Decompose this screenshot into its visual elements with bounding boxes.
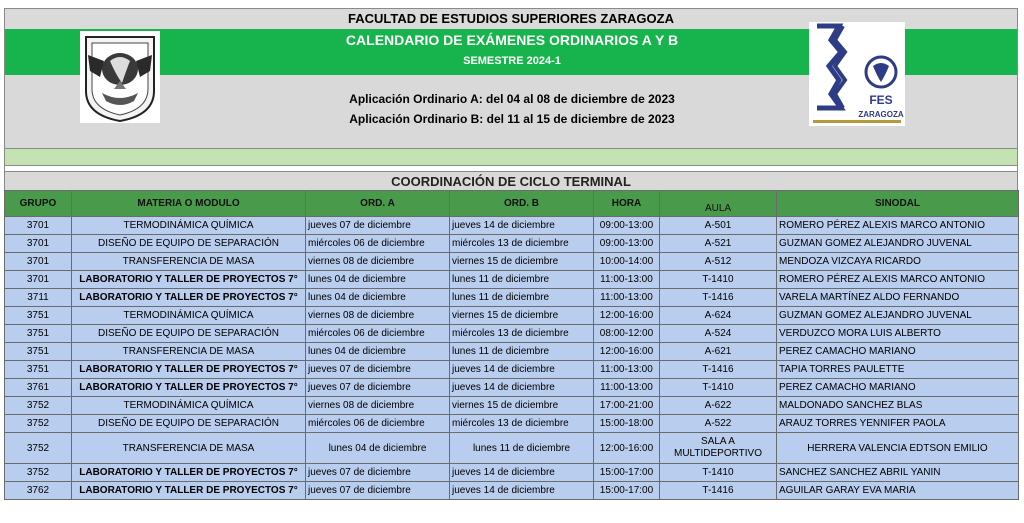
column-header-sinodal: SINODAL [777, 191, 1019, 217]
table-row [5, 397, 1019, 415]
cell-hora: 12:00-16:00 [594, 343, 660, 361]
cell-sinodal: VERDUZCO MORA LUIS ALBERTO [777, 325, 1019, 343]
cell-ord-b: miércoles 13 de diciembre [450, 415, 594, 433]
cell-ord-b: jueves 14 de diciembre [450, 217, 594, 235]
cell-aula: A-501 [660, 217, 777, 235]
cell-ord-a: jueves 07 de diciembre [306, 482, 450, 500]
cell-ord-a: viernes 08 de diciembre [306, 253, 450, 271]
cell-grupo: 3701 [5, 217, 72, 235]
cell-aula: A-521 [660, 235, 777, 253]
semester-label: SEMESTRE 2024-1 [463, 55, 561, 67]
cell-sinodal: HERRERA VALENCIA EDTSON EMILIO [777, 433, 1019, 464]
cell-ord-a: jueves 07 de diciembre [306, 217, 450, 235]
cell-ord-a: viernes 08 de diciembre [306, 307, 450, 325]
cell-hora: 15:00-18:00 [594, 415, 660, 433]
cell-hora: 08:00-12:00 [594, 325, 660, 343]
cell-sinodal: MALDONADO SANCHEZ BLAS [777, 397, 1019, 415]
column-header-aula: AULA [660, 191, 777, 217]
cell-materia: TRANSFERENCIA DE MASA [72, 433, 306, 464]
cell-ord-a: jueves 07 de diciembre [306, 379, 450, 397]
cell-materia: TRANSFERENCIA DE MASA [72, 253, 306, 271]
table-row [5, 271, 1019, 289]
cell-ord-b: lunes 11 de diciembre [450, 433, 594, 464]
cell-hora: 15:00-17:00 [594, 482, 660, 500]
cell-aula: T-1416 [660, 482, 777, 500]
cell-grupo: 3752 [5, 433, 72, 464]
table-row [5, 464, 1019, 482]
cell-ord-a: lunes 04 de diciembre [306, 433, 450, 464]
cell-sinodal: GUZMAN GOMEZ ALEJANDRO JUVENAL [777, 307, 1019, 325]
table-row [5, 482, 1019, 500]
cell-ord-b: lunes 11 de diciembre [450, 343, 594, 361]
cell-materia: LABORATORIO Y TALLER DE PROYECTOS 7° [72, 379, 306, 397]
cell-grupo: 3711 [5, 289, 72, 307]
cell-sinodal: AGUILAR GARAY EVA MARIA [777, 482, 1019, 500]
cell-aula: A-524 [660, 325, 777, 343]
cell-sinodal: SANCHEZ SANCHEZ ABRIL YANIN [777, 464, 1019, 482]
cell-sinodal: ROMERO PÉREZ ALEXIS MARCO ANTONIO [777, 271, 1019, 289]
cell-ord-a: jueves 07 de diciembre [306, 361, 450, 379]
cell-aula: A-622 [660, 397, 777, 415]
cell-ord-b: jueves 14 de diciembre [450, 361, 594, 379]
table-row [5, 235, 1019, 253]
table-row [5, 307, 1019, 325]
cell-grupo: 3701 [5, 271, 72, 289]
cell-hora: 09:00-13:00 [594, 217, 660, 235]
table-row [5, 433, 1019, 464]
column-header-materia: MATERIA O MODULO [72, 191, 306, 217]
cell-materia: LABORATORIO Y TALLER DE PROYECTOS 7° [72, 464, 306, 482]
cell-ord-b: miércoles 13 de diciembre [450, 325, 594, 343]
table-header-row [5, 191, 1019, 217]
cell-materia: TERMODINÁMICA QUÍMICA [72, 307, 306, 325]
cell-sinodal: MENDOZA VIZCAYA RICARDO [777, 253, 1019, 271]
cell-ord-b: jueves 14 de diciembre [450, 482, 594, 500]
cell-grupo: 3751 [5, 343, 72, 361]
cell-grupo: 3752 [5, 415, 72, 433]
cell-hora: 11:00-13:00 [594, 271, 660, 289]
cell-hora: 17:00-21:00 [594, 397, 660, 415]
cell-materia: TERMODINÁMICA QUÍMICA [72, 397, 306, 415]
cell-aula: A-522 [660, 415, 777, 433]
column-header-grupo: GRUPO [5, 191, 72, 217]
application-a-dates: Aplicación Ordinario A: del 04 al 08 de diciembre de 2023 [349, 92, 675, 106]
cell-ord-a: jueves 07 de diciembre [306, 464, 450, 482]
cell-sinodal: PEREZ CAMACHO MARIANO [777, 343, 1019, 361]
cell-hora: 11:00-13:00 [594, 289, 660, 307]
cell-aula: A-512 [660, 253, 777, 271]
cell-hora: 10:00-14:00 [594, 253, 660, 271]
table-row [5, 379, 1019, 397]
cell-ord-b: viernes 15 de diciembre [450, 307, 594, 325]
cell-hora: 12:00-16:00 [594, 307, 660, 325]
fes-zaragoza-logo [809, 22, 905, 126]
cell-ord-a: miércoles 06 de diciembre [306, 235, 450, 253]
cell-ord-a: miércoles 06 de diciembre [306, 325, 450, 343]
cell-grupo: 3752 [5, 464, 72, 482]
table-row [5, 415, 1019, 433]
cell-ord-a: lunes 04 de diciembre [306, 271, 450, 289]
faculty-header: FACULTAD DE ESTUDIOS SUPERIORES ZARAGOZA [4, 8, 1018, 29]
cell-materia: DISEÑO DE EQUIPO DE SEPARACIÓN [72, 235, 306, 253]
cell-aula: T-1410 [660, 271, 777, 289]
exam-schedule-table [4, 190, 1019, 500]
cell-sinodal: ROMERO PÉREZ ALEXIS MARCO ANTONIO [777, 217, 1019, 235]
cell-hora: 09:00-13:00 [594, 235, 660, 253]
fes-logo-subtext: ZARAGOZA [858, 110, 904, 119]
cell-sinodal: TAPIA TORRES PAULETTE [777, 361, 1019, 379]
cell-materia: TERMODINÁMICA QUÍMICA [72, 217, 306, 235]
application-b-dates: Aplicación Ordinario B: del 11 al 15 de diciembre de 2023 [349, 112, 675, 126]
cell-aula: A-621 [660, 343, 777, 361]
cell-grupo: 3751 [5, 361, 72, 379]
cell-aula: T-1410 [660, 379, 777, 397]
table-row [5, 217, 1019, 235]
cell-grupo: 3761 [5, 379, 72, 397]
table-row [5, 325, 1019, 343]
cell-ord-b: miércoles 13 de diciembre [450, 235, 594, 253]
cell-ord-b: lunes 11 de diciembre [450, 271, 594, 289]
cell-hora: 12:00-16:00 [594, 433, 660, 464]
separator-strip [4, 148, 1018, 166]
table-row [5, 289, 1019, 307]
cell-ord-a: miércoles 06 de diciembre [306, 415, 450, 433]
cell-grupo: 3701 [5, 253, 72, 271]
cell-materia: LABORATORIO Y TALLER DE PROYECTOS 7° [72, 482, 306, 500]
cell-sinodal: ARAUZ TORRES YENNIFER PAOLA [777, 415, 1019, 433]
cell-ord-b: lunes 11 de diciembre [450, 289, 594, 307]
unam-seal-logo [80, 31, 160, 123]
cell-ord-b: jueves 14 de diciembre [450, 379, 594, 397]
cell-ord-a: lunes 04 de diciembre [306, 343, 450, 361]
cell-sinodal: PEREZ CAMACHO MARIANO [777, 379, 1019, 397]
cell-aula: A-624 [660, 307, 777, 325]
cell-aula: T-1410 [660, 464, 777, 482]
calendar-title: CALENDARIO DE EXÁMENES ORDINARIOS A Y B [345, 32, 679, 48]
cell-materia: TRANSFERENCIA DE MASA [72, 343, 306, 361]
cell-sinodal: VARELA MARTÍNEZ ALDO FERNANDO [777, 289, 1019, 307]
column-header-hora: HORA [594, 191, 660, 217]
cell-materia: LABORATORIO Y TALLER DE PROYECTOS 7° [72, 361, 306, 379]
table-row [5, 361, 1019, 379]
cell-grupo: 3751 [5, 325, 72, 343]
cell-materia: DISEÑO DE EQUIPO DE SEPARACIÓN [72, 415, 306, 433]
cell-hora: 15:00-17:00 [594, 464, 660, 482]
cell-materia: LABORATORIO Y TALLER DE PROYECTOS 7° [72, 271, 306, 289]
cell-aula: T-1416 [660, 361, 777, 379]
cell-aula: SALA A MULTIDEPORTIVO [660, 433, 777, 464]
cell-grupo: 3752 [5, 397, 72, 415]
cell-hora: 11:00-13:00 [594, 361, 660, 379]
column-header-ord-a: ORD. A [306, 191, 450, 217]
cell-hora: 11:00-13:00 [594, 379, 660, 397]
cell-ord-b: viernes 15 de diciembre [450, 253, 594, 271]
coordination-header: COORDINACIÓN DE CICLO TERMINAL [4, 171, 1018, 190]
fes-logo-text: FES [869, 93, 893, 107]
cell-materia: LABORATORIO Y TALLER DE PROYECTOS 7° [72, 289, 306, 307]
cell-ord-b: jueves 14 de diciembre [450, 464, 594, 482]
cell-aula: T-1416 [660, 289, 777, 307]
table-row [5, 343, 1019, 361]
table-row [5, 253, 1019, 271]
cell-materia: DISEÑO DE EQUIPO DE SEPARACIÓN [72, 325, 306, 343]
cell-ord-a: lunes 04 de diciembre [306, 289, 450, 307]
cell-grupo: 3701 [5, 235, 72, 253]
cell-grupo: 3762 [5, 482, 72, 500]
cell-sinodal: GUZMAN GOMEZ ALEJANDRO JUVENAL [777, 235, 1019, 253]
cell-ord-b: viernes 15 de diciembre [450, 397, 594, 415]
column-header-ord-b: ORD. B [450, 191, 594, 217]
cell-ord-a: viernes 08 de diciembre [306, 397, 450, 415]
cell-grupo: 3751 [5, 307, 72, 325]
